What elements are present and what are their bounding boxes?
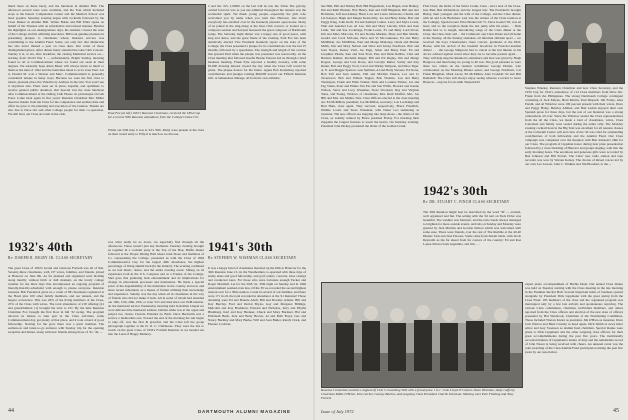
photo-image bbox=[109, 5, 205, 109]
heading-1942-30th: 1942's 30th bbox=[423, 183, 488, 198]
byline-1941: By STEPHEN W. WISEMAN CLASS SECRETARY bbox=[208, 256, 297, 260]
left-col1-text-b: The great Class of 1932's Grand and Glorious Fortieth was all of that. Seventy-three classmates, with 137 wives, families, and friends, joined at Hanover on June 9th. As far planned and organized well. Rolling along merrily without hitch or dull moment, on the lovely college weather for the three days that encompassed an ongoing program of literally-literally-scheduled with enough to please everyone. Reunion treasurer Bob Fenderick gives us a count of 88 classmates registered at the Hotel plus 100 other family members, and our tenants, and the largest occurrence. This was 26% of the living members of the Class, 25% of the Class with wives. The total attendance of 218 offering (41 and grandchildren 11) brought the total to 231. By the time Reunion Chairman Fox brought the first Row in full '32 swing. The program allowed us leisure to take part in the Class activities, some Commencement day, get plenty of that place, and it took a hand of good fellowship. Starting for the goal, there was a great tradition. The earliest-on and latest-to-go entrance with Sunday trip for the opening reception and dinner, along with new friends among those of '41, '42, ... bbox=[8, 266, 104, 334]
magazine-title-footer: DARTMOUTH ALUMNI MAGAZINE bbox=[198, 409, 291, 414]
photo-caption-right: Reunion Committee members capped off 1941's rewarding 30th with a proud pose. l to r: John Lloyd O'Connor, Dean Wiseman, Andy Cafferty, Chairman Eddie O'Brien, Tom Gerber, George Barlow, and outgoing Class President Charlie Donovan. Missing were Pete Finkling and Tony Farrell. bbox=[321, 388, 516, 401]
left-col1-text: much more on these later), and the luncheon in Alumni Hall. The afternoon several tours were available, and the Tour which included stops at the Kiewit Computation Center and the Medical School was most popular. Saturday evening began with cocktails followed by the Class Dinner in Alumni Hall. Walter Burke and Bill Elliot spoke on behalf of the Trustees with an informative and relaxed manner. Besides his highlights on our undergraduate days, his remarks covered the state of the College and his admiring anecdotes. Bill took genuine pleasure in presenting plaques to classmates whose business success was contributing to the Alumni Fund. Some, our only fact that distinction has also never missed a year on class dues. Our roster of those distinguished givers. After dinner many attended the Glee Club Concert. Sunday it is, at ten, after breakfast, the closing Memorial service on—starting from World War I — unfortunately. Bright Sunday morning found us all at Commencement where we found our seats in their degrees. We earnestly hope Allen Bauer will always mean as much to them as the men of 1922 and the festivities mean to us in even Paul. Let it, Donald M. won a Weston and Marc. Commencement is generally considered unique in many ways. Because we were the first class to return, pleasant place the Valedictory Address in the tent. You won't see it anywhere else. Plans were set in place, hopeful, and optimistic to receive general public attention. Our Special was the class luncheon after Commencement at the Outing Club House on picturesque Occom Pond. Come back again in five years! Reunion Chairman Mac Miller deserves thanks from the Class for the competence and endless time and effort he gave to the planning and execution of the reunion. Thanks are also due to Dave Orr and other College people for their co-operation. We still have our Class Account in the cash. bbox=[8, 4, 104, 116]
right-col1-text: bus Hall, Phil and Shirley Hall, Bill Hagenbach, Lou Hagen, Jack Hanley, Jim and Ruth Hackett, Bob Henry, Ken and Cliff Hilgehan, Bill and Ava Holtzman, Jeff and Ainsley Hurd, Lew and Laura Johnstone, Charlie and Liz Kenyon. Hugh and Megan Kenworthy, Joe and Betty Kline, Bob and Peggy Klug, John Kraft, Ed and Kathryn Lamar, Larry and Myra Lewis, Walt and Annabel Lee, Al Lee, Jim and Mary Lincoln, Dick and Jean Little, Ted and Sue Lockridge, Frank Lewis, Ev and Betty Lord-Wood, Jim and Mary Marcotte, Ed and Norma Marinie, Mary and Ben Martin, Gerald and Carol McLane, Dave and Vi Mc-Guinness, Ed and Betty McMillan, Joe McMillan, Paul and Marge Mahoney, Ozzie and Marnie Millis, Jim and Mary Nelson and Dave and Ginny Nordhorn. Bob and Jean Noyes, Kenny Viall, Joe Page, Saber and Betsy Paul, Ed and Jacquline Pirelle, Ken and Sara Pratt, Pete and Dede Rabble, Chal and Barbara Rahner, Rochelle Riegel, Bill and Pat Rigley, Jim and Marge Rogers, George and Lois Rowe, and Carolyn Rutter, Scully and Kay Rutter, Bob and Peggy Scott, Carol and Shirley Simpson, and Dave Tiger. A. E. and Maggie Spencer, Gus Spilman, Al and Betty Stevens, Ed Stone, Bob Taft and Jean Adams, Tim and Marilyn Takeve, Les and Jo Tavernacci. Bob and Winnie Tupper, Bob Thomas, Lou and Betty Thompson, Frank and Ellen Trainer, Dick and Lorraine Tinsler, Joe and Peg Vokin, Peter and Emma Van Ess and Sue Willis, Howard and Jeanne Wilson, Steve and Lucy Wiseman, Steve Woodard, Ray and Virginia Yates, and Young. Widows of classmates, Mrs. Ruth Moffett, Mrs. Joe Hill and Mrs. Art Muller. New Class Officers elected at the class meeting are: Ed McMillan, president; Joe McMillan, secretary; Lou Lochridge and Bud Hunt, class agent. They succeed, respectively, Bruce Friedlich, Jimmie Coons and Steve Wiseman, with Oskar Leo remaining as treasurer. The new officers are stepping into large shoes—the chairs of the Class, as warmly saluted by Bruce presided Friday. For morning their Zeppelin the longest features to touch the hearts. On Saturday evening, President John Dickey presented the Order of the Golden Crank. bbox=[321, 4, 419, 128]
reunion-chairman-photo bbox=[108, 4, 206, 110]
right-page bbox=[315, 0, 628, 420]
right-col2-text: First Class; the Order of the Silver Crank, Class - and a host of the Class. Gus Bud, Ben Richardson; and the longest trip: The President's brought Bisley, their youngest and the wife of the College, and the Class dinner, with Al and Lois Buckman. Last was the winner of the Class reunion at the College). Special notes: Eliot Markovich '71, Dave Goebel '63, was an hour; and so the reception made the last jump with his piano . . Dick Rainie had so to length, introducing songs of the Class dinner at the Class, the Class choir and . . the Commons' one Class dinner and all home in the Sunday, all the Sunday attendees, all informal children apart ... we received the boys Cheerleaders cheer concert, graduates at the DOC House, with his arrival of the baseball broadcast in French-Canadian dialect . . . the George Simpsons had to cancel at the last minute as his doctor advised against travel since they are to become parents again . . . They will help sing the Reunion's attendance and Ken was given by Hugh Hargrove and then being too young to 40 was. The good pleasure as were these two others on the reunion committee: George Dreher, who collaborated on the Morning Dinner series; and George Nordhorn, Cal Frank Hingman, Mark Lucas, Ed McMillan, Alex Crandall '42 and Phil Ramsdell. The Class will always enjoy seeing whereas a review to leave Hanover—anyone for an adult Telepatrick? bbox=[423, 4, 521, 84]
reunion-award-photo bbox=[525, 4, 625, 84]
right-col3-text: Stephen Wiseley, Reunion Chairman and now Class Secretary, and the 1930 Cup for 1941's attendance of 114 Class members from Dave Orr. Frank from the Philippines. The strong Dartmouth College contingent consisting of Jack Mayne, Brad Martin, Paul Disprell, Jim Farley, Alex Pandit, and Al Winslow were 100 percent present with their wives. Dave and Peggy Haley, Bentley Allmen, and Bud Larkin enjoyed their own Spanish prose for three days, but the rest of our Reunion was a strong camaraderie all over. Since the Winslow seated the Class representatives from the all the Class, we made a total of classmates, wives, Class Cancelled and family were seated during the entire rally. The Monday evening cocktail hour in the Big Tent was excellent for all reunion classes at the Coliseum Center will and class of the '42 was cited for outstanding contributions of both fellowship and the Alumni Fund. Our Class campaign was completed over the Reunion with Ben Johnson's 26th for our Class. The program of Lippman honor during dear prize presentation followed by a close blending of Hanover and groups singing, well into the early morning hours. The enormous and generous gifts were accorded by Ben Johnson and Bill Ferrari. The Class' new radio station and tape recorder was won by Warren Kelsey. The chorus of mixed voices led by our own Leo Lesson, John C. Watkins and Jim Broadsel, to the ... bbox=[525, 86, 623, 166]
page-number-right: 45 bbox=[613, 408, 619, 414]
left-col2-text: While our 50th may it was at '22's 50th. Many were present at the class on their award entry to Fifty-6 at much as we did one. bbox=[108, 128, 204, 136]
right-col2-text-b: The 30th Reunion might best be described by the word '30' — excited, well organized and fun. The setting with the '42 tent on Tuck Drive was beautiful. The weather was fantastic, and the rain clouds always managed to brighten for more outside events. Arrivals on Sunday and Monday were greeted by Jack Martins and Gordon Nelson which was welcomed with some ease. There were friends, over the rest of The Rumble at the 40-40 Dinner: Jack and Jane Parsons. Some came from distant lands, with Jacob Reynolds as the far ahead from far corners of the country: Ed and Roz Lopez-Silvera from Argentina, and Jim . . . bbox=[423, 210, 521, 246]
heading-1932-40th: 1932's 40th bbox=[8, 239, 73, 254]
reunion-committee-photo bbox=[321, 282, 523, 388]
left-col3-text: 2 and the '22's 1,000th on the last will be ten; the '22nd. The gravity, carried forward, was as you use admitted throughout the reunion was the wonderful spirit. We thank young people—especially the girls who welcomed you by name when you went into Hanover. Just about everybody has enrolled over in the Kennedy pleasant open house. Many of us joined in the sing-along at the Glee Club concert, or looked on a composer session and had just honoured the great composer of Dartmouth songs. The Saturday night dinner was a happy one of good peace, with sing and dance, and the great finale of the evening. Paul Fox has been tentatively elected Vice President Kennedy report on the state of the College; the Class presented a plaque for its contributions over the last 25 months, followed by a speechless. The strength and length of the ovation that greeted Paul when the plaque was presented was noteworthy. At the Class meeting that followed Keefer Bernie Parsons led us through a brief business meeting. Frank Pyle reported a healthy treasury, with some $5,000 drawing interest toward the day when the Class Gift would be given. The plaque honors for the future. Agnes Bob Kolenberg reported contributions and pledges totaling $60,000 toward our Fiftieth Reunion Gift. A tremendous mileage, all from his own estimate. bbox=[208, 4, 306, 80]
group-photo-image bbox=[322, 283, 522, 387]
right-col3-text-b: expert piano accompaniment of Herbie Dean. Our annual Class dinner was held on Tuesday starting with the Class meeting in the late morning in the Faulkner Recital Hall. Several important items of business opened alongside by President Dick Lippmann with the great spring from the Class Fund. 185 members of the class and the organized program was interrupted only by a few late arrivals and spontaneous rejoicing. The various Class committees, chairmen, individual members, and others reported from the Class officers and election of the new slate of officers presented by Hal Wesbrook, Chairman of the Nominating Committee. Those included Warren Kreier as president, Jim O'Hara as treasurer, Dave Jack Weston and Buzz Cassidy as head agent, Dick Smith as news letter editor and Guy Swenson as alumni fund chairman. Special thanks were given to Dick Lippmann and the other outgoing class officers for their great accomplishments during the past five years. The traditionally recorded minutes of Lippmann's tenure of duty and the remarkable record of John Nason is being received with cheers. An unusual event was the joint awarding of the Class Alumni Fund participation during the past five years by our association. bbox=[525, 282, 623, 354]
byline-1932: By JOSEPH R. BIGBY JR. CLASS SECRETARY bbox=[8, 256, 93, 260]
left-col2-text-b: was what really let us down, we especially fled through all the afternoons. Those weren't just any moments. Tuesday evening brought us together in a cocktail party at the Top of the Hop. Buffet dinner followed at the Thayer Dining Hall where John Sloan and members of Co. representing the College, presented us with the Class of 1894 Commemorative Cup for the largest 40th attendance, the highest percentage of living alumni back (in the ladder!). The evening continued as we had music, dance, and the entire evening event. Sitting on its experience both in the U.S. Congress and as a Trustee of the College, Shel gave this gathering both entertainment and its implications for change in educational processes and institutions. He made a special point of the dependability of the institution in the country and now and more recent retirement, as a means of further utilizing their knowledge and experience. Sunday was the day when all in classmates in the way of friends who did not make it back. All in some of whom had attended our 10th, 15th, 20th, 25th, or even '52's and died since our 1948 reunion. At the memorial service Wednesday morning held in Rollins Chapel we were delivered the memorial address. Debbie Alma was at the organ and played two chorus Chorale Preludes by Bach. Dave Beckwith was a service a memorable one. Toward the end of the morning the sun began to take off, was the first & graceful, and the Class left the group photograph together at the D. O. C. Clubhouse. They were the last to watch on the great Class of 1932's Fortieth Reunion as we headed out into the Land of Happy Memory. bbox=[108, 240, 204, 336]
byline-1942: By DR. STUART C. FINCH CLASS SECRETARY bbox=[423, 200, 510, 204]
photo-caption-left: Paul Fox (at left) 1932's Reunion Chairman, received the 1894 Cup for a record 50th Reunion attendance from the College's Dave Orr. bbox=[108, 111, 201, 120]
left-page bbox=[0, 0, 313, 420]
left-col3-text-b: It was a happy band of classmates marched up the hills to Hanover for the 30th Reunion June 13-14, the Weathermen co-operated with three days of sunny skies and good fellowship, and golf, tennis, concerts, Glee casings and conducted tours. For those who were fortunate enough Tucker and Roger Marshall. Let for the 50th '41, 30th night on Sunday and in 1946 entertainment seemed even less. Of the 30 we recorded the second highest turnout ever for a 30th reunion. Count in several of our families, and there were 171 in all, the total recorded in attendance at the '41 Reunion! Those attending were Ed and Bonnie Abell, Bill and Dorothy Adams. Bill and Kay Barclay, Fred and Decial Bryan, Gay and Margaret Billings, Malcolm and Kay Bradshaw, Edward and Nicholas, Jerry and Phyllis Blumberg, Karl and Kay Brenner, Chuck and Mary Buckner, Hal and Elizabeth Bush, Jack and Betty Brown, Al and Beth Boyd, Gus and Nancy Buckley and Mary Burke, Will and Joan Butler, Randy Clark, and Eleanor Cochran. bbox=[208, 266, 306, 326]
photo-image-2 bbox=[526, 5, 624, 83]
issue-date-footer: Issue of July 1972 bbox=[321, 409, 354, 414]
page-number-left: 44 bbox=[8, 408, 14, 414]
heading-1941-30th: 1941's 30th bbox=[208, 239, 273, 254]
